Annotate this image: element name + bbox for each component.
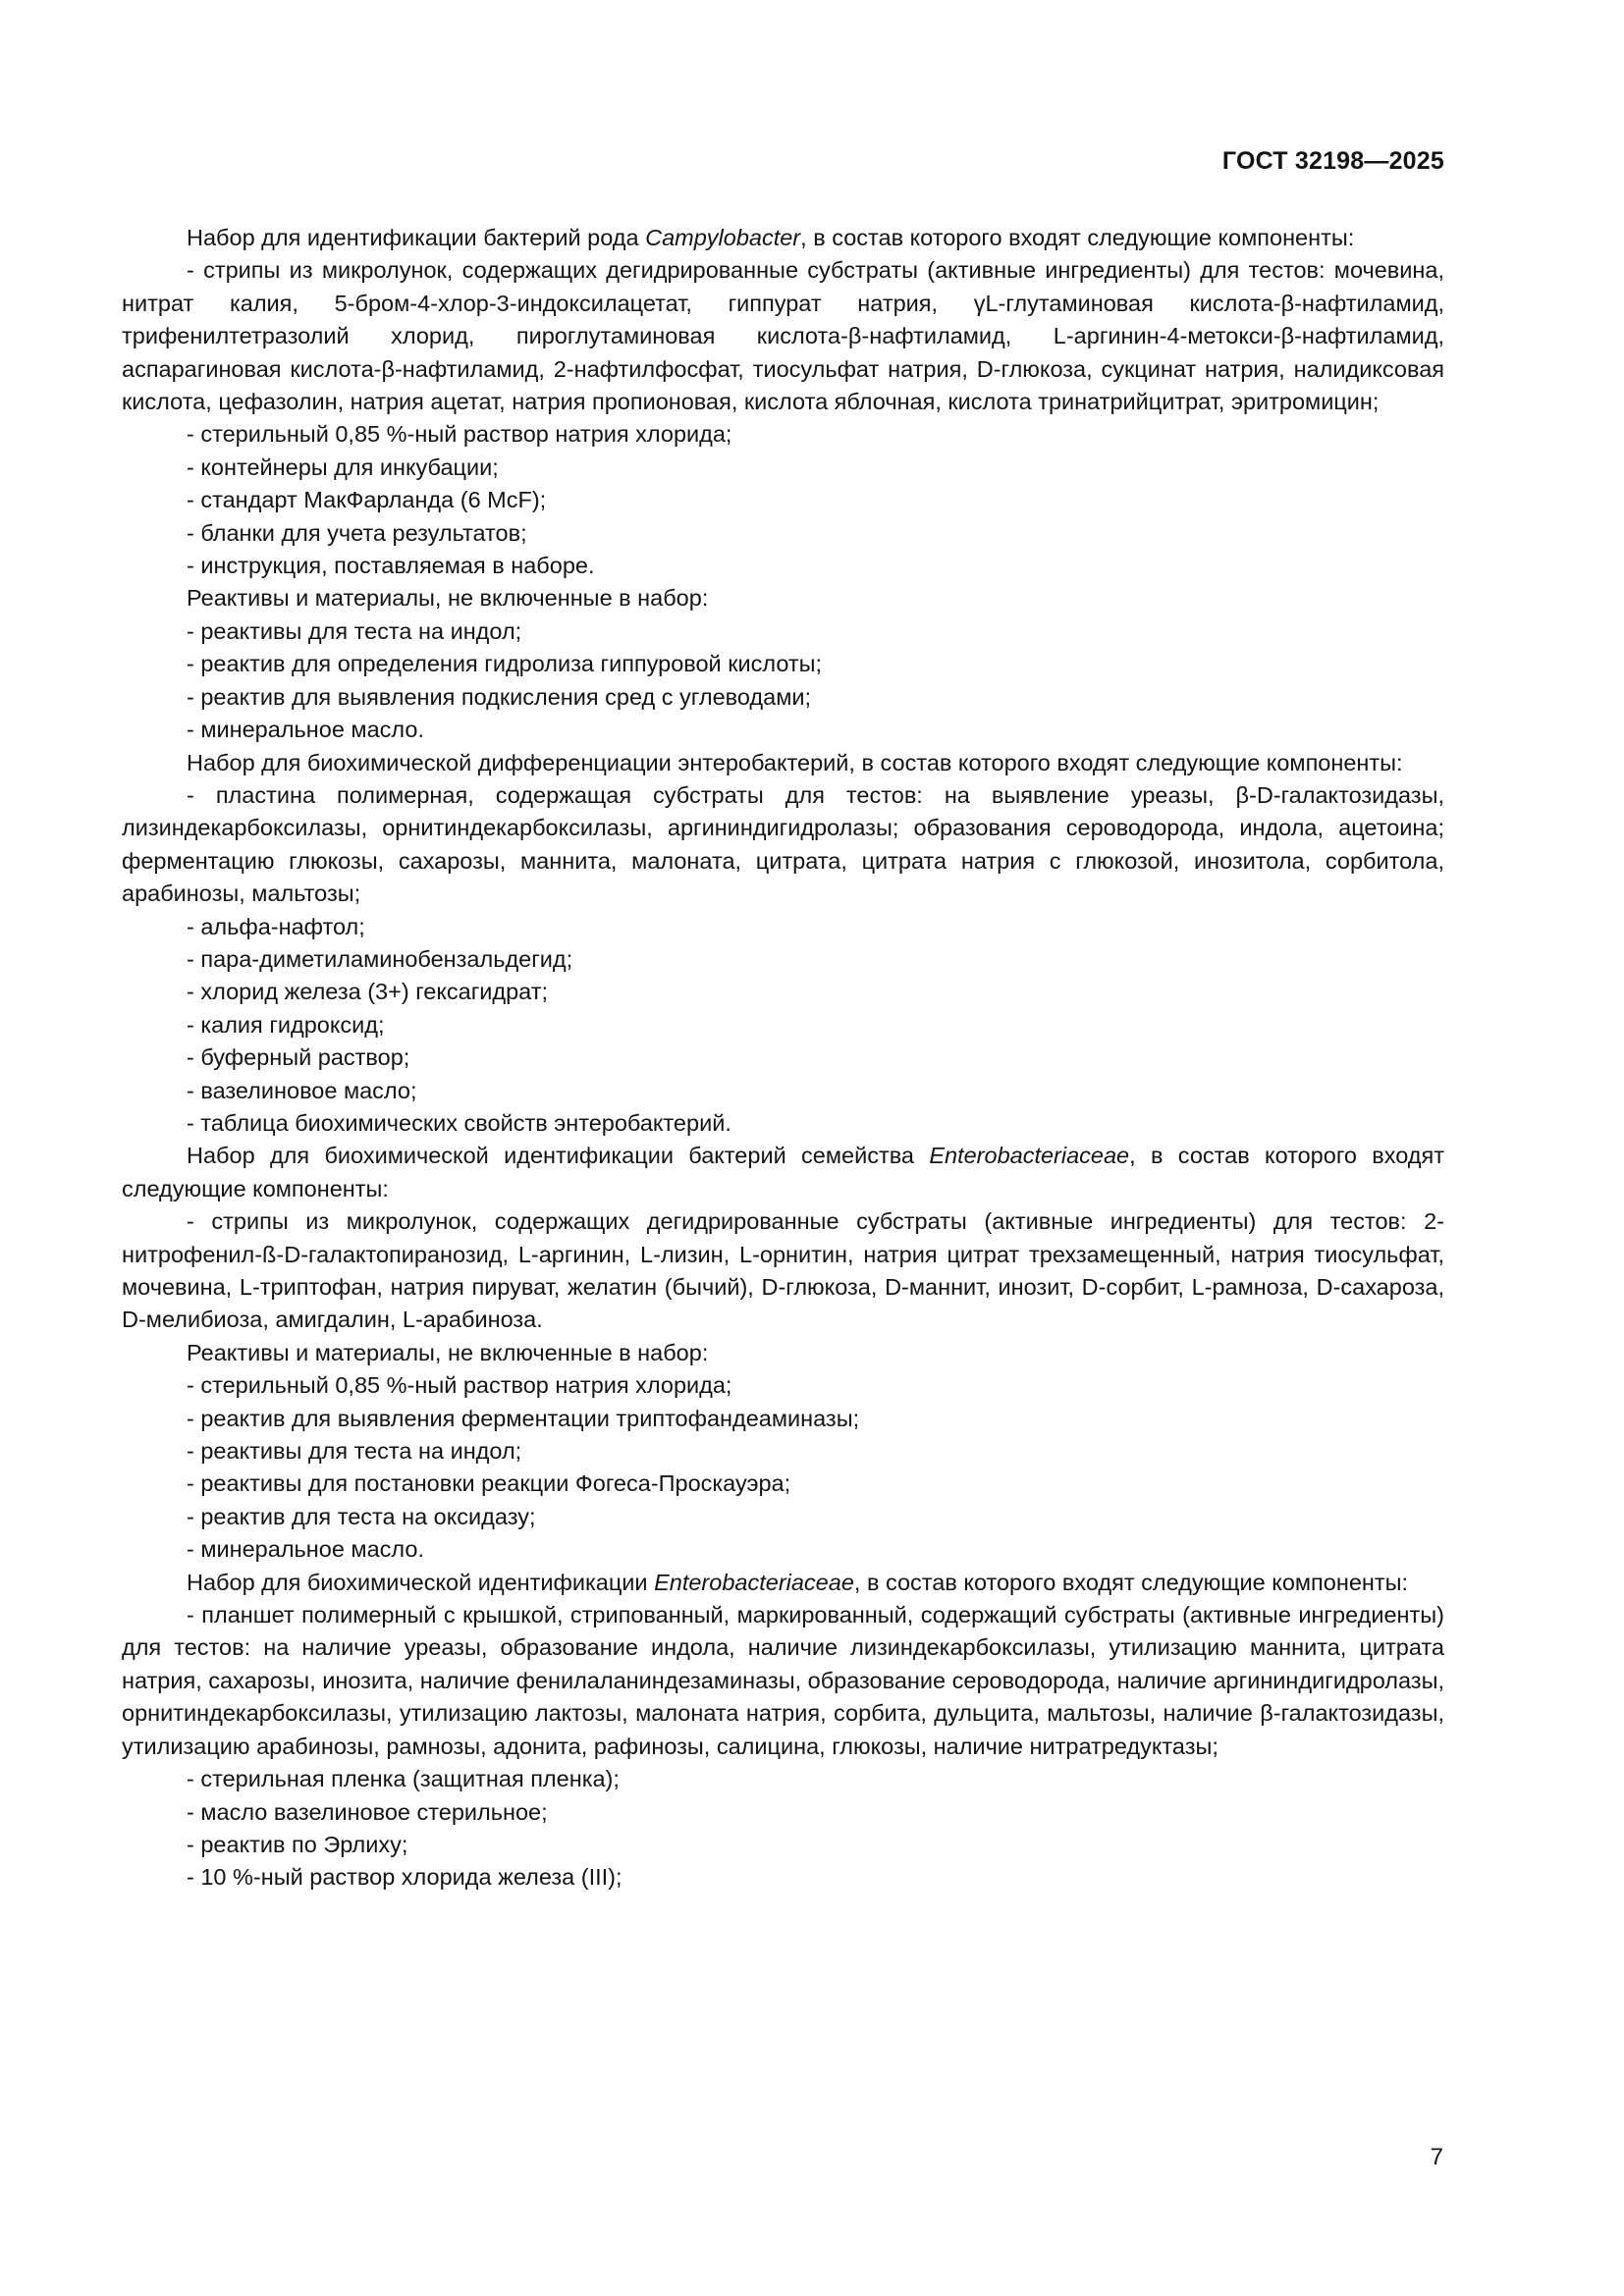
list-item bbox=[122, 550, 1444, 582]
list-item bbox=[122, 615, 1444, 648]
list-item bbox=[122, 681, 1444, 714]
italic-term: Enterobacteriaceae bbox=[929, 1143, 1130, 1169]
text-segment: - альфа-нафтол; bbox=[187, 913, 365, 939]
paragraph bbox=[122, 747, 1444, 779]
text-segment: - реактив для определения гидролиза гиппуровой кислоты; bbox=[187, 651, 823, 677]
text-segment: - реактивы для теста на индол; bbox=[187, 617, 522, 644]
text-segment: , в состав которого входят следующие компоненты: bbox=[853, 1569, 1409, 1595]
list-item bbox=[122, 1041, 1444, 1074]
text-segment: - стерильный 0,85 %-ный раствор натрия хлорида; bbox=[187, 1372, 732, 1399]
text-segment: - планшет полимерный с крышкой, стрипованный, маркированный, содержащий субстраты (активные ингредиенты) для тестов: на наличие уреазы, образование индола, наличие лизиндекарбоксилазы, утилизацию маннита, цитрата натрия, сахарозы, инозита, наличие фенилаланиндезаминазы, образование сероводорода, наличие аргининдигидролазы, орнитиндекарбоксилазы, утилизацию лактозы, малоната натрия, сорбита, дульцита, мальтозы, наличие β-галактозидазы, утилизацию арабинозы, рамнозы, адонита, рафинозы, салицина, глюкозы, наличие нитратредуктазы; bbox=[122, 1602, 1444, 1759]
list-item bbox=[122, 1009, 1444, 1041]
text-segment: - пластина полимерная, содержащая субстраты для тестов: на выявление уреазы, β-D-галактозидазы, лизиндекарбоксилазы, орнитиндекарбоксилазы, аргининдигидролазы; образования сероводорода, индола, ацетоина; ферментацию глюкозы, сахарозы, маннита, малоната, цитрата, цитрата натрия с глюкозой, инозитола, сорбитола, арабинозы, мальтозы; bbox=[122, 781, 1444, 907]
text-segment: - хлорид железа (3+) гексагидрат; bbox=[187, 979, 549, 1005]
list-item bbox=[122, 1107, 1444, 1140]
list-item bbox=[122, 1861, 1444, 1894]
text-segment: , в состав которого входят следующие компоненты: bbox=[122, 1143, 1444, 1201]
text-segment: - стрипы из микролунок, содержащих дегидрированные субстраты (активные ингредиенты) для тестов: 2-нитрофенил-ß-D-галактопиранозид, L-аргинин, L-лизин, L-орнитин, натрия цитрат трехзамещенный, натрия тиосульфат, мочевина, L-триптофан, натрия пируват, желатин (бычий), D-глюкоза, D-маннит, инозит, D-сорбит, L-рамноза, D-сахароза, D-мелибиоза, амигдалин, L-арабиноза. bbox=[122, 1208, 1444, 1333]
list-item bbox=[122, 1435, 1444, 1468]
list-item bbox=[122, 779, 1444, 911]
list-item bbox=[122, 648, 1444, 680]
text-segment: Набор для идентификации бактерий рода bbox=[187, 225, 646, 250]
paragraph bbox=[122, 1567, 1444, 1599]
list-item bbox=[122, 1796, 1444, 1829]
list-item bbox=[122, 1599, 1444, 1763]
text-segment: - стерильная пленка (защитная пленка); bbox=[187, 1766, 620, 1792]
list-item bbox=[122, 484, 1444, 516]
text-segment: - реактив для выявления подкисления сред с углеводами; bbox=[187, 683, 812, 710]
paragraph bbox=[122, 222, 1444, 254]
text-segment: - реактивы для теста на индол; bbox=[187, 1438, 522, 1465]
text-segment: - вазелиновое масло; bbox=[187, 1077, 417, 1103]
text-segment: - инструкция, поставляемая в наборе. bbox=[187, 553, 595, 579]
list-item bbox=[122, 911, 1444, 943]
text-segment: - таблица биохимических свойств энтеробактерий. bbox=[187, 1109, 731, 1136]
list-item bbox=[122, 1369, 1444, 1402]
text-segment: Набор для биохимической идентификации бактерий семейства bbox=[187, 1143, 930, 1169]
list-item bbox=[122, 1403, 1444, 1435]
list-item bbox=[122, 452, 1444, 484]
paragraph bbox=[122, 1140, 1444, 1205]
text-segment: - масло вазелиновое стерильное; bbox=[187, 1798, 548, 1825]
paragraph bbox=[122, 1337, 1444, 1369]
italic-term: Campylobacter bbox=[645, 225, 801, 250]
text-segment: - 10 %-ный раствор хлорида железа (III); bbox=[187, 1864, 623, 1891]
list-item bbox=[122, 1763, 1444, 1795]
text-segment: , в состав которого входят следующие компоненты: bbox=[800, 225, 1355, 250]
text-segment: - реактивы для постановки реакции Фогеса-Проскауэра; bbox=[187, 1470, 791, 1497]
text-segment: Реактивы и материалы, не включенные в набор: bbox=[187, 585, 709, 612]
text-segment: - стерильный 0,85 %-ный раствор натрия хлорида; bbox=[187, 421, 732, 448]
text-segment: - контейнеры для инкубации; bbox=[187, 454, 499, 480]
text-segment: - минеральное масло. bbox=[187, 717, 424, 743]
list-item bbox=[122, 1829, 1444, 1861]
list-item bbox=[122, 517, 1444, 550]
text-segment: - буферный раствор; bbox=[187, 1044, 410, 1071]
list-item bbox=[122, 1533, 1444, 1566]
page-number: 7 bbox=[1430, 2144, 1443, 2170]
text-segment: Набор для биохимической дифференциации энтеробактерий, в состав которого входят следующие компоненты: bbox=[187, 749, 1403, 775]
text-segment: - реактив для выявления ферментации триптофандеаминазы; bbox=[187, 1405, 860, 1431]
text-segment: - калия гидроксид; bbox=[187, 1011, 385, 1038]
list-item bbox=[122, 943, 1444, 976]
list-item bbox=[122, 254, 1444, 418]
italic-term: Enterobacteriaceae bbox=[654, 1569, 854, 1595]
list-item bbox=[122, 714, 1444, 746]
text-segment: Реактивы и материалы, не включенные в набор: bbox=[187, 1339, 709, 1365]
text-segment: - стрипы из микролунок, содержащих дегидрированные субстраты (активные ингредиенты) для тестов: мочевина, нитрат калия, 5-бром-4-хлор-3-индоксилацетат, гиппурат натрия, γL-глутаминовая кислота-β-нафтиламид, трифенилтетразолий хлорид, пироглутаминовая кислота-β-нафтиламид, L-аргинин-4-метокси-β-нафтиламид, аспарагиновая кислота-β-нафтиламид, 2-нафтилфосфат, тиосульфат натрия, D-глюкоза, сукцинат натрия, налидиксовая кислота, цефазолин, натрия ацетат, натрия пропионовая, кислота яблочная, кислота тринатрийцитрат, эритромицин; bbox=[122, 257, 1444, 415]
text-segment: - бланки для учета результатов; bbox=[187, 519, 527, 546]
text-segment: Набор для биохимической идентификации bbox=[187, 1569, 655, 1595]
document-body bbox=[122, 222, 1444, 1895]
list-item bbox=[122, 1468, 1444, 1500]
text-segment: - реактив по Эрлиху; bbox=[187, 1831, 408, 1857]
text-segment: - реактив для теста на оксидазу; bbox=[187, 1503, 536, 1529]
list-item bbox=[122, 976, 1444, 1008]
document-code: ГОСТ 32198—2025 bbox=[1221, 147, 1444, 175]
text-segment: - пара-диметиламинобензальдегид; bbox=[187, 945, 573, 972]
list-item bbox=[122, 1501, 1444, 1533]
paragraph bbox=[122, 582, 1444, 614]
text-segment: - минеральное масло. bbox=[187, 1536, 424, 1563]
list-item bbox=[122, 418, 1444, 451]
list-item bbox=[122, 1075, 1444, 1107]
text-segment: - стандарт МакФарланда (6 McF); bbox=[187, 487, 547, 513]
list-item bbox=[122, 1205, 1444, 1337]
